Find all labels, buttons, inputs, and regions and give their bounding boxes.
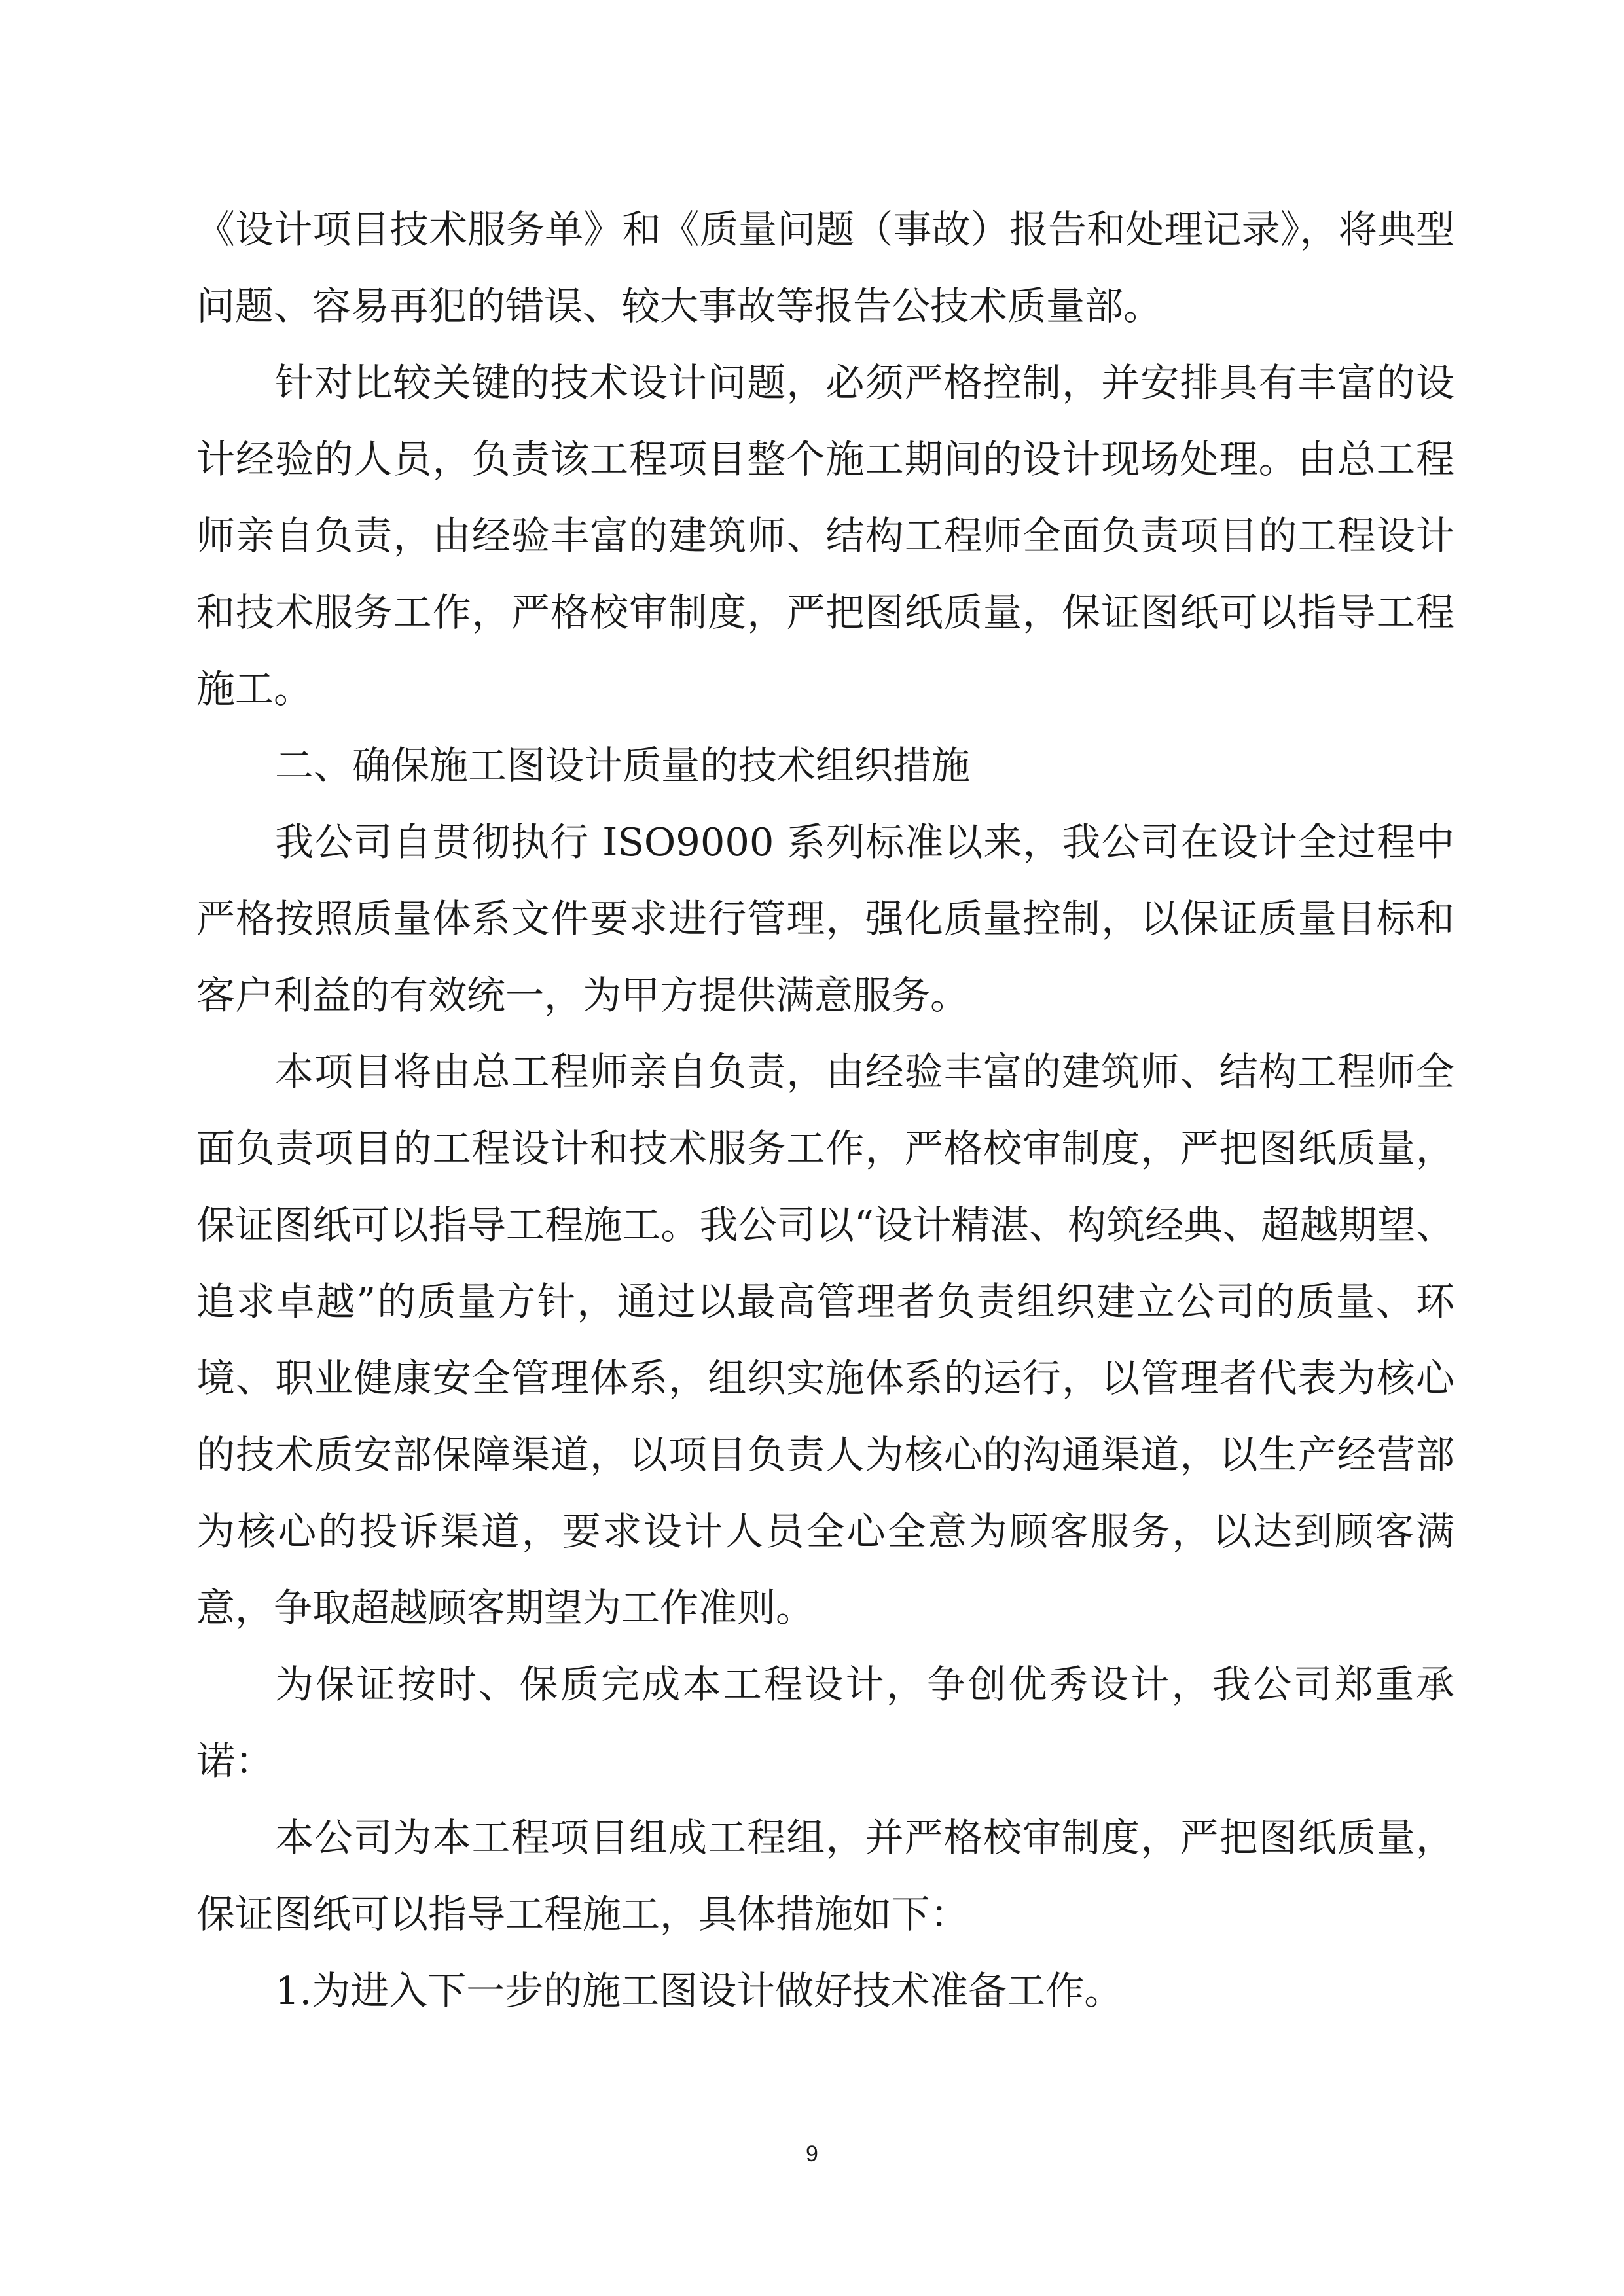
paragraph-5: 为保证按时、保质完成本工程设计，争创优秀设计，我公司郑重承诺： [196, 1662, 1454, 1784]
document-body [196, 191, 1454, 2029]
paragraph-6: 本公司为本工程项目组成工程组，并严格校审制度，严把图纸质量，保证图纸可以指导工程施工，具体措施如下： [196, 1815, 1454, 1937]
paragraph-4: 本项目将由总工程师亲自负责，由经验丰富的建筑师、结构工程师全面负责项目的工程设计和技术服务工作，严格校审制度，严把图纸质量，保证图纸可以指导工程施工。我公司以“设计精湛、构筑经典、超越期望、追求卓越”的质量方针，通过以最高管理者负责组织建立公司的质量、环境、职业健康安全管理体系，组织实施体系的运行，以管理者代表为核心的技术质安部保障渠道，以项目负责人为核心的沟通渠道，以生产经营部为核心的投诉渠道，要求设计人员全心全意为顾客服务，以达到顾客满意，争取超越顾客期望为工作准则。 [196, 1049, 1454, 1630]
paragraph-1: 《设计项目技术服务单》和《质量问题（事故）报告和处理记录》，将典型问题、容易再犯的错误、较大事故等报告公技术质量部。 [196, 207, 1454, 329]
paragraph-2: 针对比较关键的技术设计问题，必须严格控制，并安排具有丰富的设计经验的人员，负责该工程项目整个施工期间的设计现场处理。由总工程师亲自负责，由经验丰富的建筑师、结构工程师全面负责项目的工程设计和技术服务工作，严格校审制度，严把图纸质量，保证图纸可以指导工程施工。 [196, 360, 1454, 711]
section-heading: 二、确保施工图设计质量的技术组织措施 [275, 743, 971, 788]
page-number: 9 [806, 2142, 818, 2166]
paragraph-3: 我公司自贯彻执行 ISO9000 系列标准以来，我公司在设计全过程中严格按照质量体系文件要求进行管理，强化质量控制，以保证质量目标和客户利益的有效统一，为甲方提供满意服务。 [196, 819, 1454, 1018]
list-item-1: 1.为进入下一步的施工图设计做好技术准备工作。 [275, 1968, 1123, 2013]
